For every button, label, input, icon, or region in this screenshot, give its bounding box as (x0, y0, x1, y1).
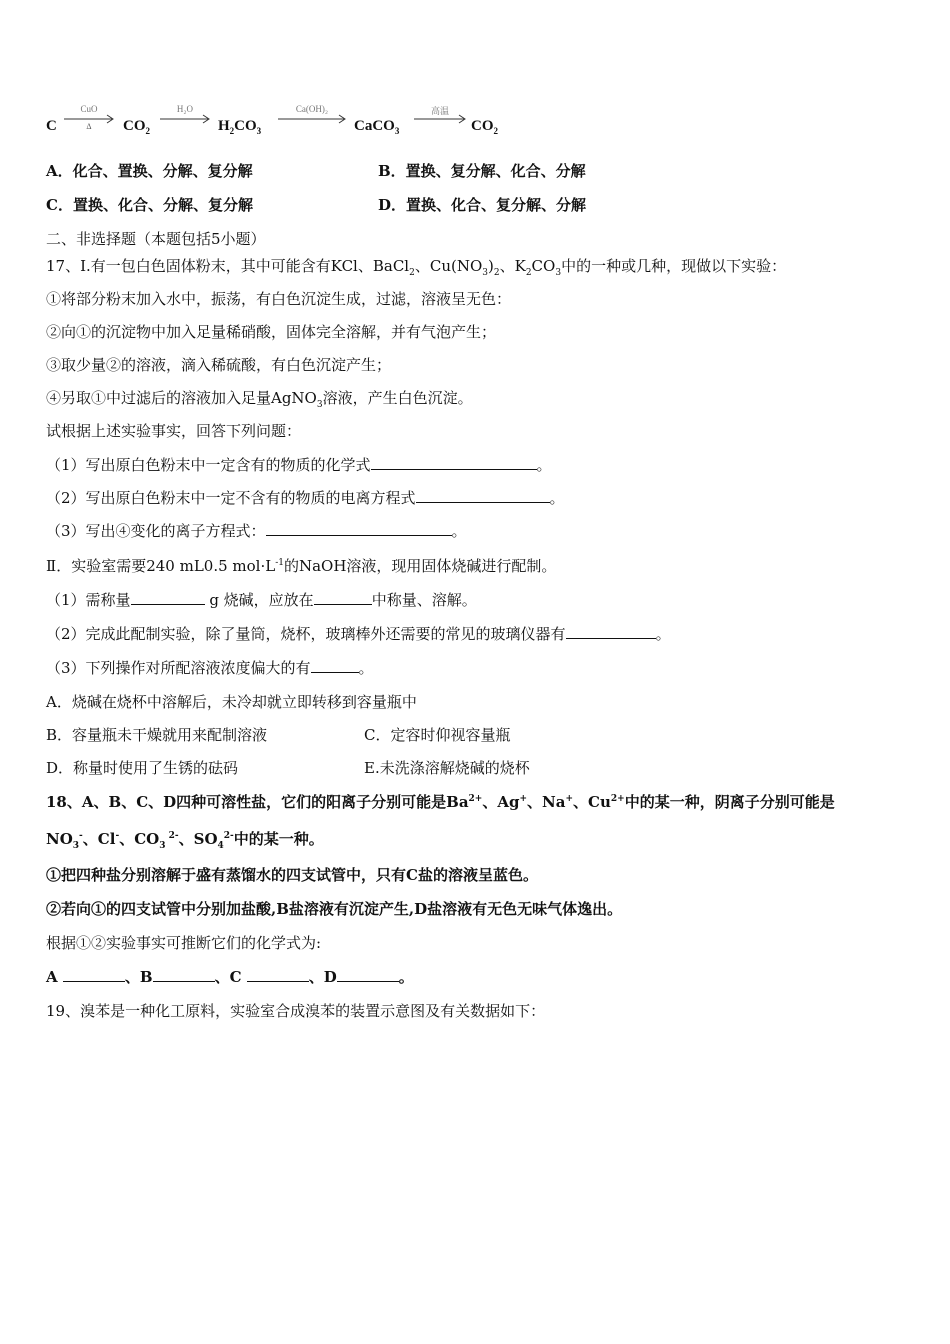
part-2-intro: Ⅱ．实验室需要240 mL0.5 $mol\cdot L^{-1}$的NaOH溶液，现用固体烧碱进行配制。 (46, 557, 557, 575)
caco3-formula: CaCO$_3$ (354, 118, 400, 136)
option-b: B．容量瓶未干燥就用来配制溶液 (46, 726, 268, 744)
answer-blank[interactable] (131, 590, 205, 605)
step-2: ②若向①的四支试管中分别加盐酸,B盐溶液有沉淀产生,D盐溶液有无色无味气体逸出。 (46, 900, 623, 918)
answer-blank[interactable] (314, 590, 372, 605)
option-d: D．置换、化合、复分解、分解 (378, 196, 587, 214)
reaction-chain (46, 98, 566, 138)
co2-formula: $CO_2$ (123, 118, 150, 136)
reaction-arrow-3 (274, 104, 350, 134)
question-18-anions: $NO_3^-$、Cl-、$CO_3$ $^{2-}$、$SO_4^{2-}$中的某一种。 (46, 830, 324, 851)
reaction-arrow-1 (60, 104, 118, 134)
co2-formula: $CO_2$ (471, 118, 498, 136)
option-d: D．称量时使用了生锈的砝码 (46, 759, 239, 777)
answer-blank[interactable] (247, 967, 309, 982)
subquestion-2: （2）写出原白色粉末中一定不含有的物质的电离方程式 。 (46, 489, 565, 507)
option-a: A．烧碱在烧杯中溶解后，未冷却就立即转移到容量瓶中 (46, 693, 417, 711)
option-c: C．定容时仰视容量瓶 (364, 726, 511, 744)
prompt: 根据①②实验事实可推断它们的化学式为: (46, 934, 322, 952)
carbon-formula: C (46, 118, 57, 134)
question-18-intro: 18、A、B、C、D四种可溶性盐，它们的阳离子分别可能是$Ba^{2+}$、Ag+、Na+、$Cu^{2+}$中的某一种，阴离子分别可能是 (46, 793, 835, 811)
answer-blank[interactable] (566, 624, 656, 639)
part-2-q2: （2）完成此配制实验，除了量筒，烧杯，玻璃棒外还需要的常见的玻璃仪器有 。 (46, 625, 671, 643)
answer-blank[interactable] (416, 488, 550, 503)
question-19: 19、溴苯是一种化工原料，实验室合成溴苯的装置示意图及有关数据如下： (46, 1002, 546, 1020)
question-17-intro: 17、Ⅰ.有一包白色固体粉末，其中可能含有KCl、BaCl$_2$、$Cu(NO_3)_2$、$K_2CO_3$中的一种或几种，现做以下实验： (46, 257, 787, 278)
answer-blank[interactable] (153, 967, 215, 982)
step-4: ④另取①中过滤后的溶液加入足量AgNO$_3$溶液，产生白色沉淀。 (46, 389, 473, 410)
arrow-condition: Ca(OH)₂ (295, 104, 329, 114)
subquestion-3: （3）写出④变化的离子方程式： 。 (46, 522, 467, 540)
reaction-arrow-4 (410, 104, 470, 134)
option-c: C．置换、化合、分解、复分解 (46, 196, 253, 214)
step-1: ①将部分粉末加入水中，振荡，有白色沉淀生成，过滤，溶液呈无色： (46, 290, 512, 308)
answer-blank[interactable] (266, 521, 452, 536)
answer-blank[interactable] (337, 967, 399, 982)
h2co3-formula: $H_2CO_3$ (218, 118, 262, 136)
section-heading: 二、非选择题（本题包括5小题） (46, 230, 266, 248)
option-b: B．置换、复分解、化合、分解 (378, 162, 586, 180)
answer-blank[interactable] (311, 658, 359, 673)
arrow-condition: CuO (80, 104, 98, 114)
option-e: E.未洗涤溶解烧碱的烧杯 (364, 759, 530, 777)
part-2-q1: （1）需称量 g 烧碱，应放在 中称量、溶解。 (46, 591, 477, 609)
part-2-q3: （3）下列操作对所配溶液浓度偏大的有 。 (46, 659, 374, 677)
reaction-arrow-2 (156, 104, 214, 134)
step-2: ②向①的沉淀物中加入足量稀硝酸，固体完全溶解，并有气泡产生； (46, 323, 497, 341)
option-a: A．化合、置换、分解、复分解 (46, 162, 253, 180)
subquestion-1: （1）写出原白色粉末中一定含有的物质的化学式 。 (46, 456, 552, 474)
arrow-condition: Δ (86, 122, 92, 131)
step-3: ③取少量②的溶液，滴入稀硫酸，有白色沉淀产生； (46, 356, 392, 374)
answer-blank[interactable] (371, 455, 537, 470)
answer-blank[interactable] (63, 967, 125, 982)
arrow-condition: 高温 (430, 106, 449, 116)
prompt: 试根据上述实验事实，回答下列问题： (46, 422, 302, 440)
arrow-condition: H₂O (176, 104, 194, 114)
answer-line: A 、B 、C 、D 。 (46, 968, 414, 986)
step-1: ①把四种盐分别溶解于盛有蒸馏水的四支试管中，只有C盐的溶液呈蓝色。 (46, 866, 538, 884)
